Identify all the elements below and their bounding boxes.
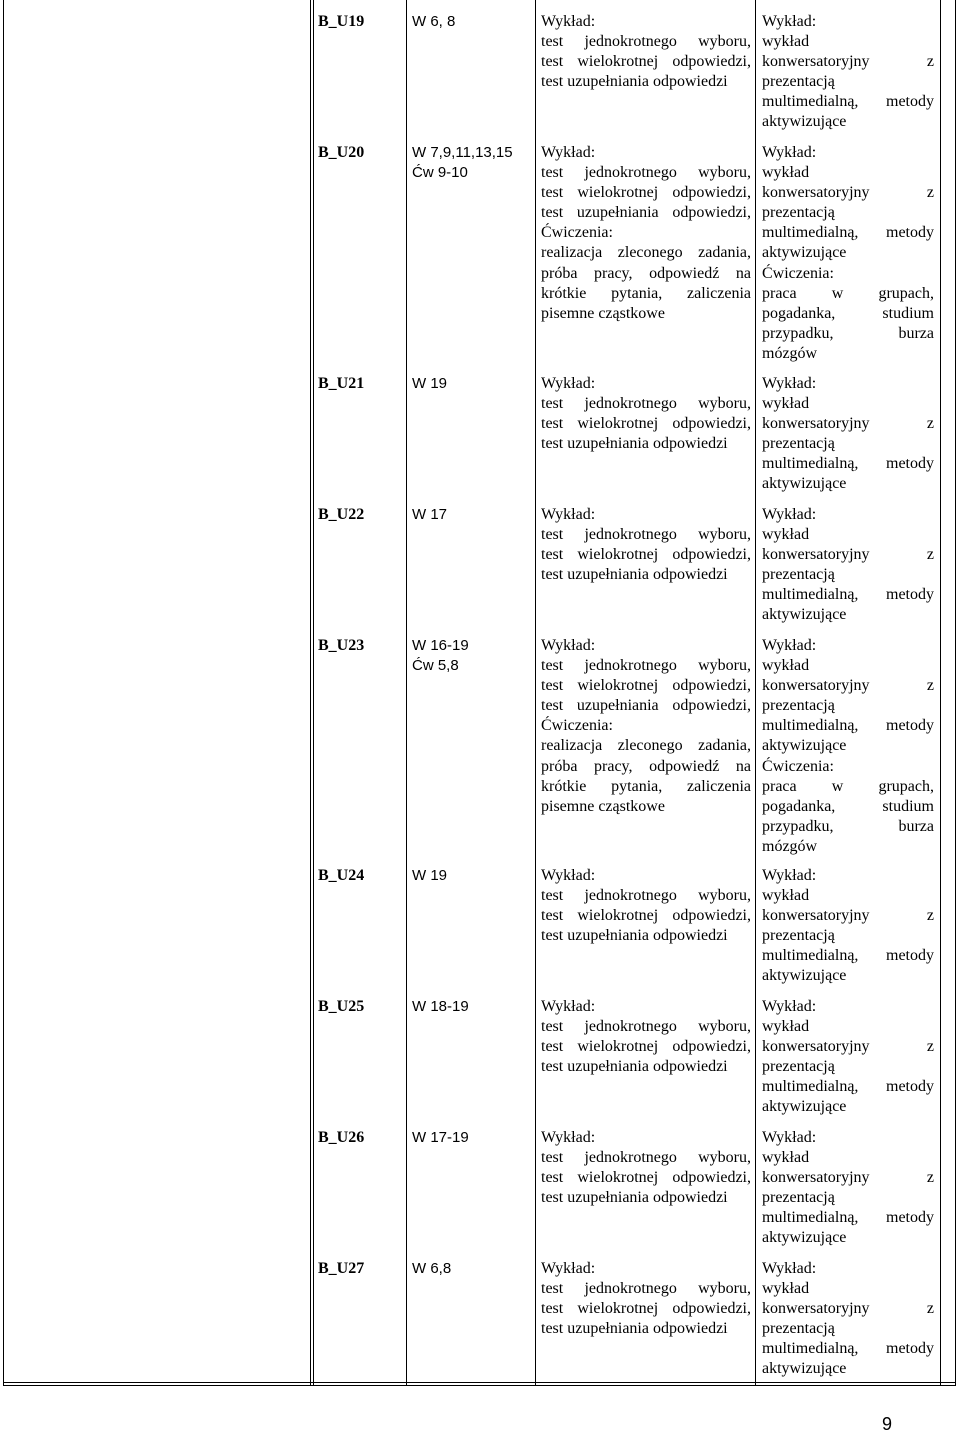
text-line: test uzupełniania odpowiedzi — [541, 435, 728, 453]
text-line: wykład — [762, 887, 810, 905]
text-line: wykład — [762, 526, 810, 544]
text-line: Ćw 9-10 — [412, 164, 468, 182]
text-line: test uzupełniania odpowiedzi — [541, 1058, 728, 1076]
text-line: pisemne cząstkowe — [541, 797, 665, 815]
text-line: prezentacją — [762, 927, 835, 945]
text-line: Ćwiczenia: — [762, 757, 834, 775]
row-reference — [412, 1128, 532, 1148]
text-line: multimedialną, metody — [762, 1209, 934, 1227]
text-line: test jednokrotnego wyboru, — [541, 33, 751, 51]
row-code: B_U22 — [318, 506, 365, 523]
text-line: konwersatoryjny z — [762, 1169, 934, 1187]
text-line: test uzupełniania odpowiedzi — [541, 73, 728, 91]
row-assessment — [541, 374, 751, 454]
text-line: test uzupełniania odpowiedzi — [541, 927, 728, 945]
text-line: konwersatoryjny z — [762, 53, 934, 71]
text-line: multimedialną, metody — [762, 224, 934, 242]
row-methods — [762, 1259, 934, 1380]
text-line: multimedialną, metody — [762, 947, 934, 965]
text-line: W 17 — [412, 506, 448, 523]
text-line: wykład — [762, 657, 810, 675]
text-line: wykład — [762, 1018, 810, 1036]
text-line: konwersatoryjny z — [762, 184, 934, 202]
text-line: konwersatoryjny z — [762, 1038, 934, 1056]
text-line: W 18-19 — [412, 998, 469, 1015]
row-code: B_U21 — [318, 375, 365, 392]
text-line: test jednokrotnego wyboru, — [541, 657, 751, 675]
row-code: B_U24 — [318, 867, 365, 884]
row-assessment — [541, 866, 751, 946]
text-line: mózgów — [762, 344, 818, 362]
text-line: praca w grupach, — [762, 284, 934, 302]
row-assessment — [541, 505, 751, 585]
text-line: test jednokrotnego wyboru, — [541, 1280, 751, 1298]
text-line: Wykład: — [762, 144, 817, 161]
text-line: W 17-19 — [412, 1129, 469, 1146]
text-line: próba pracy, odpowiedź na — [541, 264, 751, 282]
text-line: prezentacją — [762, 1189, 835, 1207]
text-line: aktywizujące — [762, 1229, 847, 1247]
text-line: konwersatoryjny z — [762, 677, 934, 695]
text-line: Wykład: — [541, 375, 596, 392]
text-line: Wykład: — [762, 1260, 817, 1277]
text-line: prezentacją — [762, 566, 835, 584]
text-line: test uzupełniania odpowiedzi — [541, 1189, 728, 1207]
text-line: test wielokrotnej odpowiedzi, — [541, 53, 751, 71]
text-line: Wykład: — [762, 375, 817, 392]
text-line: Wykład: — [541, 144, 596, 161]
text-line: aktywizujące — [762, 475, 847, 493]
text-line: test jednokrotnego wyboru, — [541, 164, 751, 182]
text-line: krótkie pytania, zaliczenia — [541, 284, 751, 302]
text-line: wykład — [762, 33, 810, 51]
text-line: multimedialną, metody — [762, 717, 934, 735]
text-line: Ćwiczenia: — [762, 264, 834, 282]
text-line: Ćwiczenia: — [541, 224, 613, 242]
text-line: Wykład: — [762, 998, 817, 1015]
text-line: mózgów — [762, 837, 818, 855]
text-line: konwersatoryjny z — [762, 1300, 934, 1318]
text-line: próba pracy, odpowiedź na — [541, 757, 751, 775]
row-reference — [412, 12, 532, 32]
text-line: Ćw 5,8 — [412, 657, 459, 675]
text-line: test wielokrotnej odpowiedzi, — [541, 1169, 751, 1187]
text-line: Wykład: — [762, 1129, 817, 1146]
row-assessment — [541, 1128, 751, 1208]
text-line: W 7,9,11,13,15 — [412, 144, 513, 161]
text-line: prezentacją — [762, 435, 835, 453]
row-methods — [762, 997, 934, 1118]
row-reference — [412, 866, 532, 886]
text-line: Wykład: — [541, 867, 596, 884]
text-line: test wielokrotnej odpowiedzi, — [541, 677, 751, 695]
text-line: prezentacją — [762, 1320, 835, 1338]
row-code: B_U23 — [318, 637, 365, 654]
text-line: W 19 — [412, 867, 448, 884]
text-line: test wielokrotnej odpowiedzi, — [541, 415, 751, 433]
row-methods — [762, 866, 934, 987]
row-reference — [412, 636, 532, 676]
text-line: test jednokrotnego wyboru, — [541, 526, 751, 544]
row-methods — [762, 143, 934, 364]
text-line: Wykład: — [541, 637, 596, 654]
text-line: wykład — [762, 395, 810, 413]
text-line: W 19 — [412, 375, 448, 392]
text-line: Wykład: — [762, 13, 817, 30]
row-methods — [762, 505, 934, 626]
text-line: multimedialną, metody — [762, 1078, 934, 1096]
row-assessment — [541, 997, 751, 1077]
text-line: Wykład: — [541, 1260, 596, 1277]
row-reference — [412, 143, 532, 183]
row-reference — [412, 374, 532, 394]
text-line: konwersatoryjny z — [762, 546, 934, 564]
row-methods — [762, 12, 934, 133]
text-line: test uzupełniania odpowiedzi — [541, 566, 728, 584]
text-line: pogadanka, studium — [762, 304, 934, 322]
text-line: Wykład: — [762, 506, 817, 523]
row-methods — [762, 1128, 934, 1249]
text-line: test wielokrotnej odpowiedzi, — [541, 907, 751, 925]
text-line: krótkie pytania, zaliczenia — [541, 777, 751, 795]
text-line: prezentacją — [762, 73, 835, 91]
row-assessment — [541, 143, 751, 324]
text-line: prezentacją — [762, 697, 835, 715]
text-line: multimedialną, metody — [762, 586, 934, 604]
text-line: aktywizujące — [762, 967, 847, 985]
row-code: B_U25 — [318, 998, 365, 1015]
text-line: wykład — [762, 164, 810, 182]
text-line: Wykład: — [762, 867, 817, 884]
text-line: aktywizujące — [762, 1098, 847, 1116]
row-code: B_U20 — [318, 144, 365, 161]
text-line: multimedialną, metody — [762, 93, 934, 111]
text-line: aktywizujące — [762, 606, 847, 624]
text-line: test jednokrotnego wyboru, — [541, 395, 751, 413]
text-line: aktywizujące — [762, 737, 847, 755]
text-line: multimedialną, metody — [762, 455, 934, 473]
row-reference — [412, 505, 532, 525]
text-line: test jednokrotnego wyboru, — [541, 1149, 751, 1167]
text-line: Wykład: — [762, 637, 817, 654]
row-code: B_U27 — [318, 1260, 365, 1277]
row-assessment — [541, 12, 751, 92]
text-line: aktywizujące — [762, 113, 847, 131]
row-reference — [412, 997, 532, 1017]
text-line: realizacja zleconego zadania, — [541, 244, 751, 262]
text-line: test jednokrotnego wyboru, — [541, 887, 751, 905]
text-line: realizacja zleconego zadania, — [541, 737, 751, 755]
text-line: test wielokrotnej odpowiedzi, — [541, 1300, 751, 1318]
text-line: prezentacją — [762, 204, 835, 222]
text-line: aktywizujące — [762, 1360, 847, 1378]
text-line: praca w grupach, — [762, 777, 934, 795]
row-assessment — [541, 1259, 751, 1339]
text-line: przypadku, burza — [762, 817, 934, 835]
text-line: Wykład: — [541, 1129, 596, 1146]
row-assessment — [541, 636, 751, 817]
text-line: konwersatoryjny z — [762, 907, 934, 925]
text-line: W 16-19 — [412, 637, 469, 654]
text-line: przypadku, burza — [762, 324, 934, 342]
text-line: test wielokrotnej odpowiedzi, — [541, 1038, 751, 1056]
text-line: prezentacją — [762, 1058, 835, 1076]
row-code: B_U19 — [318, 13, 365, 30]
row-methods — [762, 374, 934, 495]
text-line: test wielokrotnej odpowiedzi, — [541, 546, 751, 564]
text-line: Wykład: — [541, 998, 596, 1015]
text-line: W 6, 8 — [412, 13, 456, 30]
text-line: aktywizujące — [762, 244, 847, 262]
text-line: W 6,8 — [412, 1260, 452, 1277]
row-code: B_U26 — [318, 1129, 365, 1146]
row-methods — [762, 636, 934, 857]
page-number: 9 — [882, 1414, 893, 1434]
text-line: test uzupełniania odpowiedzi, — [541, 204, 751, 222]
text-line: wykład — [762, 1280, 810, 1298]
text-line: test uzupełniania odpowiedzi — [541, 1320, 728, 1338]
text-line: wykład — [762, 1149, 810, 1167]
text-line: Wykład: — [541, 506, 596, 523]
text-line: test jednokrotnego wyboru, — [541, 1018, 751, 1036]
row-reference — [412, 1259, 532, 1279]
text-line: Ćwiczenia: — [541, 717, 613, 735]
text-line: konwersatoryjny z — [762, 415, 934, 433]
text-line: pogadanka, studium — [762, 797, 934, 815]
text-line: test wielokrotnej odpowiedzi, — [541, 184, 751, 202]
text-line: test uzupełniania odpowiedzi, — [541, 697, 751, 715]
text-line: pisemne cząstkowe — [541, 304, 665, 322]
text-line: Wykład: — [541, 13, 596, 30]
text-line: multimedialną, metody — [762, 1340, 934, 1358]
